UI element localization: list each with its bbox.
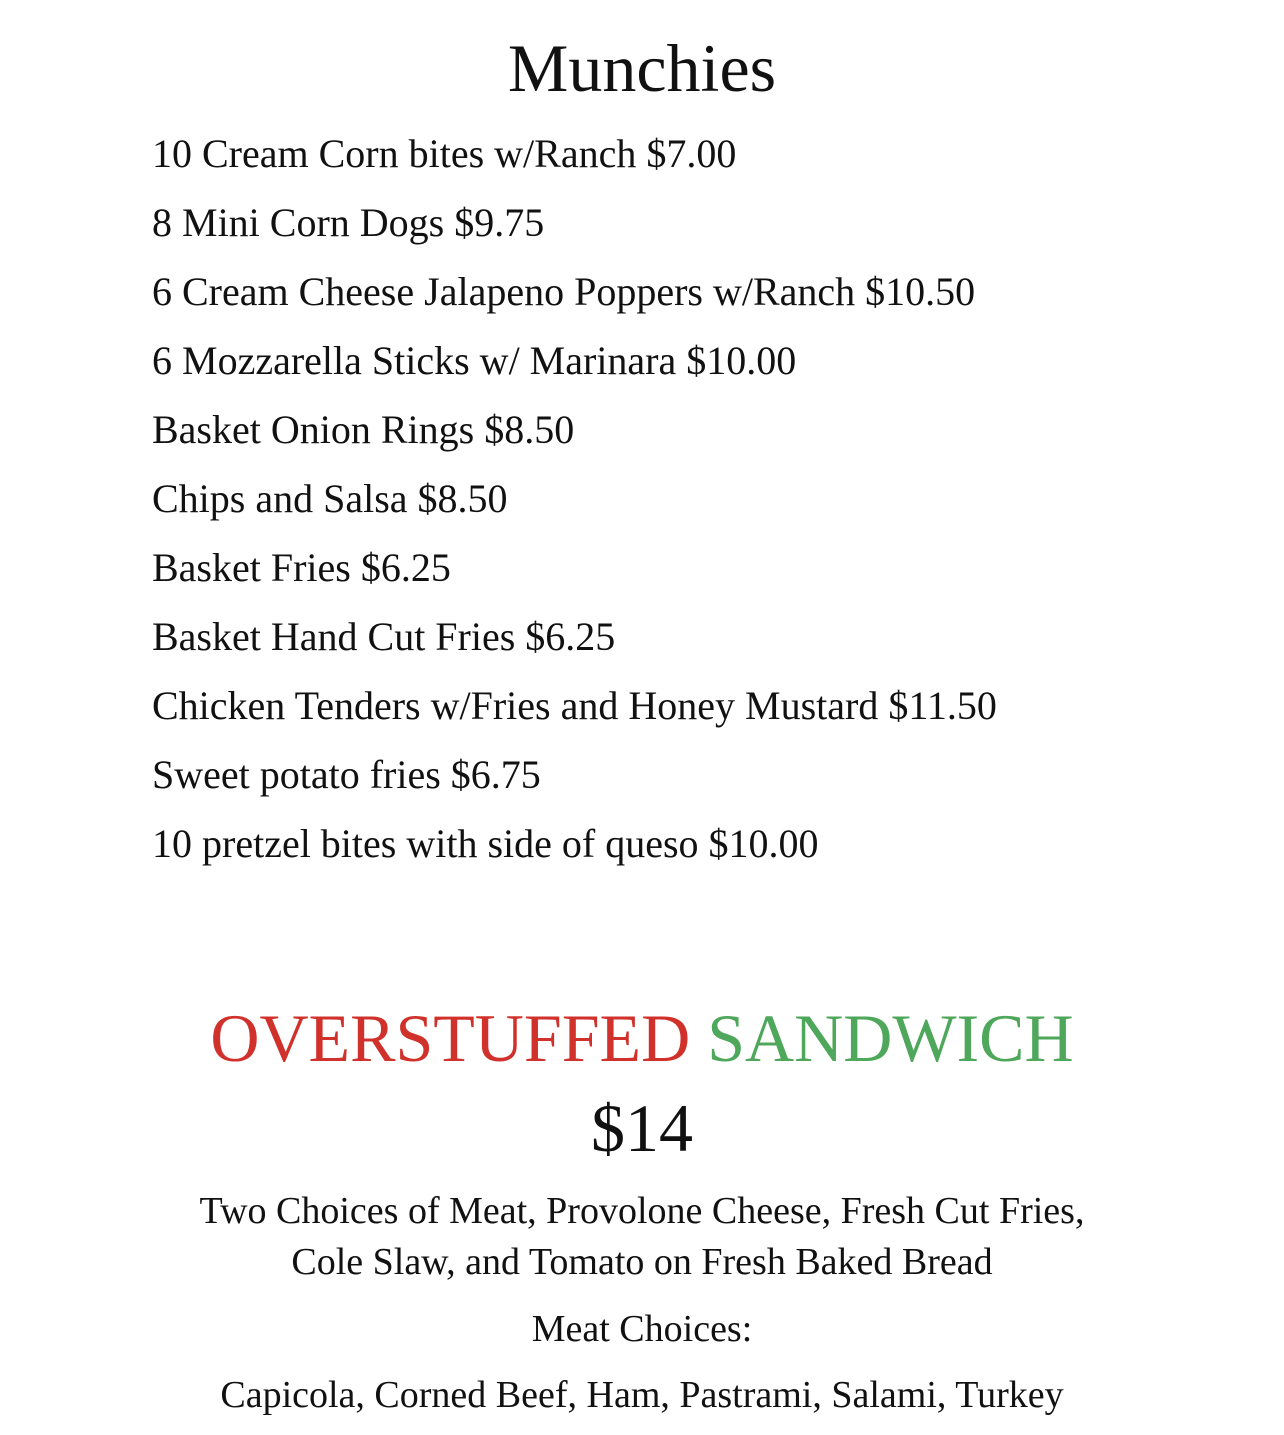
sandwich-price: $14 bbox=[591, 1090, 693, 1166]
munchies-list bbox=[152, 122, 997, 881]
sandwich-title-word-overstuffed: OVERSTUFFED bbox=[210, 1000, 691, 1076]
munchies-item: 6 Cream Cheese Jalapeno Poppers w/Ranch $10.50 bbox=[152, 269, 976, 314]
sandwich-description-line: Two Choices of Meat, Provolone Cheese, Fresh Cut Fries, bbox=[199, 1190, 1085, 1232]
meat-choices-list: Capicola, Corned Beef, Ham, Pastrami, Salami, Turkey bbox=[220, 1374, 1064, 1416]
sandwich-description bbox=[0, 1186, 1284, 1288]
sandwich-title bbox=[0, 995, 1284, 1081]
munchies-item: 10 pretzel bites with side of queso $10.00 bbox=[152, 821, 819, 866]
munchies-item: Basket Fries $6.25 bbox=[152, 545, 451, 590]
munchies-item: Chips and Salsa $8.50 bbox=[152, 476, 508, 521]
munchies-item: 6 Mozzarella Sticks w/ Marinara $10.00 bbox=[152, 338, 797, 383]
sandwich-title-word-sandwich: SANDWICH bbox=[707, 1000, 1074, 1076]
munchies-item: Chicken Tenders w/Fries and Honey Mustard $11.50 bbox=[152, 683, 997, 728]
munchies-item: 10 Cream Corn bites w/Ranch $7.00 bbox=[152, 131, 737, 176]
munchies-item: 8 Mini Corn Dogs $9.75 bbox=[152, 200, 545, 245]
sandwich-description-line: Cole Slaw, and Tomato on Fresh Baked Bread bbox=[291, 1241, 993, 1283]
meat-choices-heading: Meat Choices: bbox=[531, 1308, 753, 1350]
munchies-item: Sweet potato fries $6.75 bbox=[152, 752, 541, 797]
munchies-item: Basket Onion Rings $8.50 bbox=[152, 407, 575, 452]
munchies-item: Basket Hand Cut Fries $6.25 bbox=[152, 614, 616, 659]
munchies-title: Munchies bbox=[507, 30, 777, 106]
